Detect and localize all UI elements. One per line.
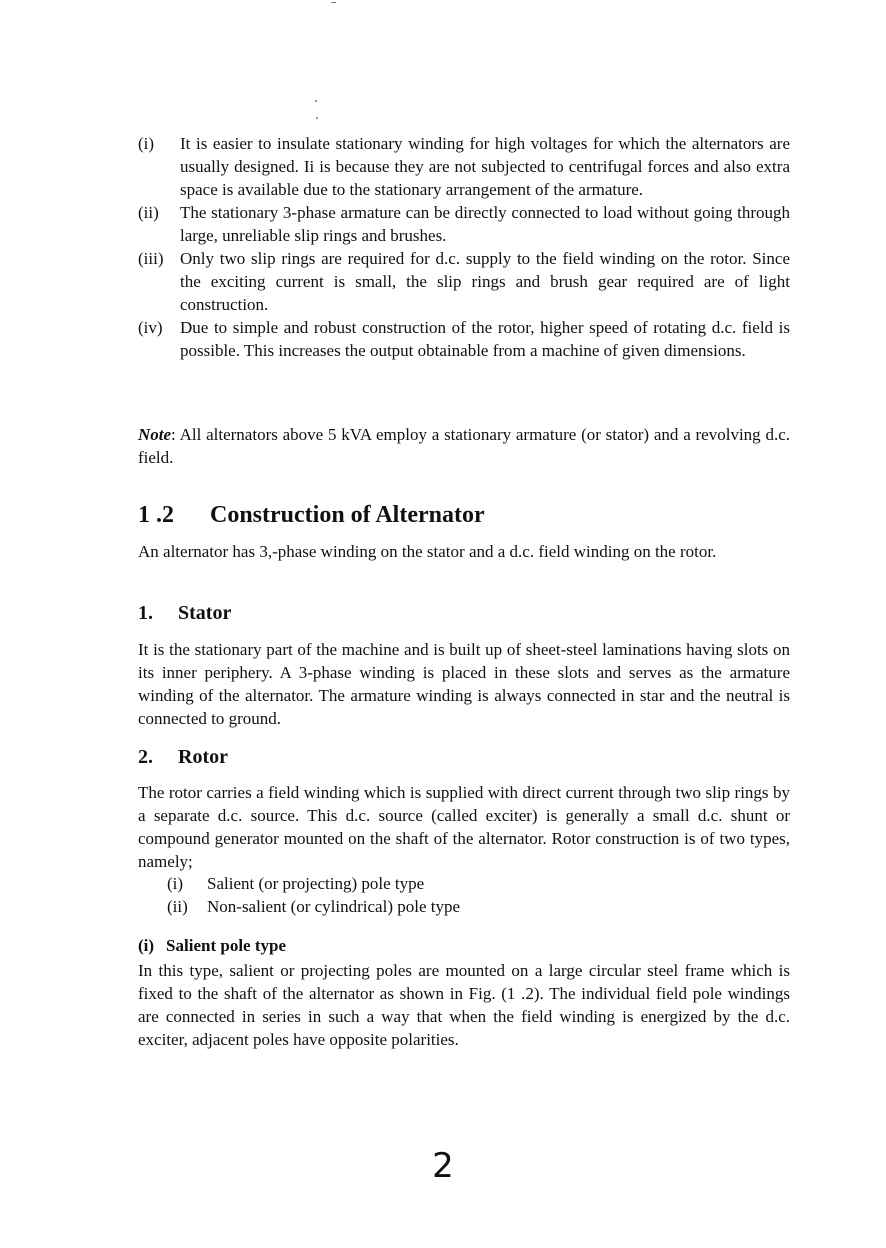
- list-item-number: (iv): [138, 318, 163, 337]
- stator-number: 1.: [138, 602, 153, 624]
- list-item: [138, 132, 790, 201]
- list-item-number: (i): [138, 134, 155, 153]
- list-item-number: (ii): [167, 897, 188, 916]
- rotor-heading: [138, 744, 228, 770]
- section-title: Construction of Alternator: [210, 502, 485, 528]
- list-item-text: Salient (or projecting) pole type: [207, 874, 425, 893]
- list-item-number: (i): [167, 874, 184, 893]
- note-text: : All alternators above 5 kVA employ a stationary armature (or stator) and a revolving d.c. field.: [138, 425, 790, 467]
- note-paragraph: [138, 423, 790, 469]
- stator-title: Stator: [178, 602, 232, 624]
- list-item: [167, 872, 460, 895]
- rotor-types-list: [167, 872, 460, 918]
- list-item: [138, 201, 790, 247]
- salient-paragraph: In this type, salient or projecting poles are mounted on a large circular steel frame which is fixed to the shaft of the alternator as shown in Fig. (1 .2). The individual field pole windings are connected in series in such a way that when the field winding is energized by the d.c. exciter, adjacent poles have opposite polarities.: [138, 961, 790, 1049]
- rotor-number: 2.: [138, 746, 153, 768]
- list-item: [138, 316, 790, 362]
- salient-title: Salient pole type: [166, 936, 286, 955]
- page-number: 2: [432, 1146, 454, 1186]
- list-item-text: Non-salient (or cylindrical) pole type: [207, 897, 461, 916]
- section-number: 1 .2: [138, 502, 174, 528]
- note-label: Note: [138, 425, 172, 444]
- stator-paragraph: It is the stationary part of the machine and is built up of sheet-steel laminations having slots on its inner periphery. A 3-phase winding is placed in these slots and serves as the armature winding of the alternator. The armature winding is always connected in star and the neutral is connected to ground.: [138, 640, 790, 728]
- salient-heading: [138, 934, 286, 957]
- list-item-text: Only two slip rings are required for d.c. supply to the field winding on the rotor. Since the exciting current is small, the slip rings and brush gear required are of light construction.: [180, 249, 790, 314]
- list-item-text: The stationary 3-phase armature can be directly connected to load without going through large, unreliable slip rings and brushes.: [180, 203, 790, 245]
- rotor-title: Rotor: [178, 746, 228, 768]
- list-item: [138, 247, 790, 316]
- salient-number: (i): [138, 936, 155, 955]
- rotor-paragraph: The rotor carries a field winding which is supplied with direct current through two slip rings by a separate d.c. source. This d.c. source (called exciter) is generally a small d.c. shunt or compound generator mounted on the shaft of the alternator. Rotor construction is of two types, namely;: [138, 783, 790, 871]
- advantages-list: [138, 132, 790, 362]
- list-item-number: (iii): [138, 249, 164, 268]
- list-item-number: (ii): [138, 203, 159, 222]
- section-heading: [138, 500, 485, 530]
- stator-heading: [138, 600, 231, 626]
- list-item-text: It is easier to insulate stationary winding for high voltages for which the alternators are usually designed. Ii is because they are not subjected to centrifugal forces and also extra space is available due to the stationary arrangement of the armature.: [180, 134, 790, 199]
- section-intro: An alternator has 3,-phase winding on the stator and a d.c. field winding on the rotor.: [138, 542, 717, 561]
- list-item: [167, 895, 460, 918]
- list-item-text: Due to simple and robust construction of the rotor, higher speed of rotating d.c. field is possible. This increases the output obtainable from a machine of given dimensions.: [180, 318, 790, 360]
